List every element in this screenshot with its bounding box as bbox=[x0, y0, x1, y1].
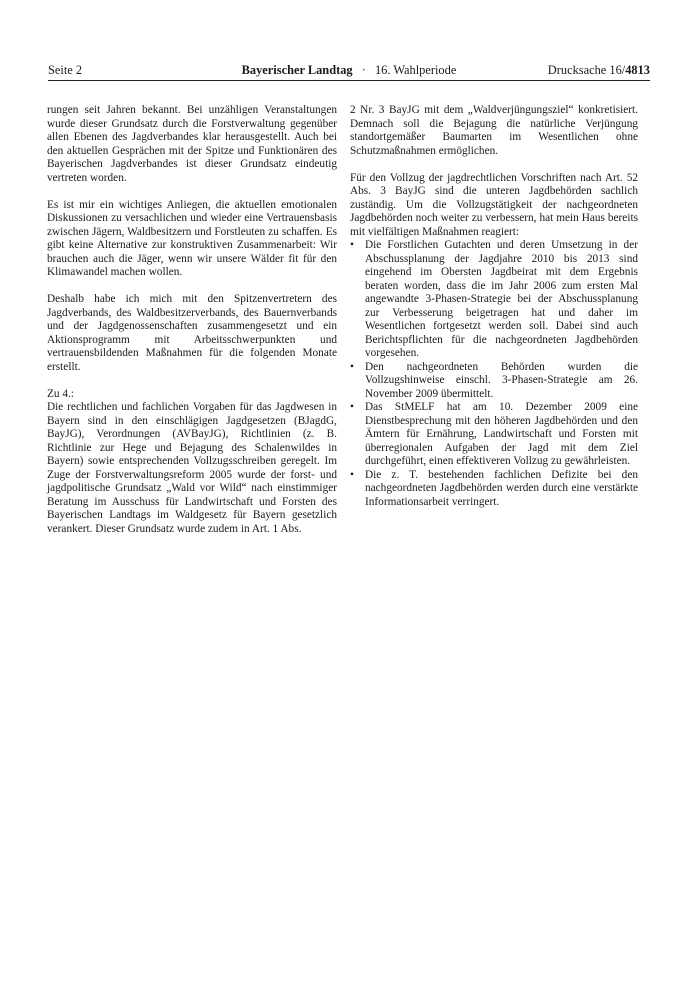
list-item-text: Die z. T. bestehenden fachlichen Defizite bei den nachgeordneten Jagdbehörden werden durch eine verstärkte Informationsarbeit verringert. bbox=[365, 468, 638, 508]
paragraph: Für den Vollzug der jagdrechtlichen Vorschriften nach Art. 52 Abs. 3 BayJG sind die unteren Jagdbehörden sachlich zuständig. Um die Vollzugstätigkeit der nachgeordneten Jagdbehörden noch weiter zu verbessern, hat mein Haus bereits mit vielfältigen Maßnahmen reagiert: bbox=[350, 171, 638, 238]
paragraph: Die rechtlichen und fachlichen Vorgaben für das Jagdwesen in Bayern sind in den einschlägigen Jagdgesetzen (BJagdG, BayJG), Verordnungen (AVBayJG), Richtlinien (z. B. Richtlinie zur Hege und Bejagung des Schalenwildes in Bayern) sowie entsprechenden Vollzugsschreiben geregelt. Im Zuge der Forstverwaltungsreform 2005 wurde der forst- und jagdpolitische Grundsatz „Wald vor Wild“ nach einstimmiger Beratung im Ausschuss für Landwirtschaft und Forsten des Bayerischen Landtags im Waldgesetz für Bayern gesetzlich verankert. Dieser Grundsatz wurde zudem in Art. 1 Abs. bbox=[47, 401, 337, 535]
list-item bbox=[350, 239, 638, 361]
list-item-text: Den nachgeordneten Behörden wurden die Vollzugshinweise einschl. 3-Phasen-Strategie am 26. November 2009 übermittelt. bbox=[365, 360, 638, 400]
section-heading: Zu 4.: bbox=[47, 387, 74, 400]
document-reference bbox=[548, 63, 650, 77]
paragraph: Es ist mir ein wichtiges Anliegen, die aktuellen emotionalen Diskussionen zu versachlichen und wieder eine Vertrauensbasis zwischen Jägern, Waldbesitzern und Forstleuten zu schaffen. Es gibt keine Alternative zur konstruktiven Zusammenarbeit: Wir brauchen auch die Jäger, wenn wir unsere Wälder fit für den Klimawandel machen wollen. bbox=[47, 198, 337, 278]
left-column bbox=[47, 104, 337, 550]
legislative-period: 16. Wahlperiode bbox=[374, 63, 457, 77]
page-number: Seite 2 bbox=[48, 63, 83, 77]
right-column bbox=[350, 104, 638, 509]
list-item-text: Das StMELF hat am 10. Dezember 2009 eine Dienstbesprechung mit den höheren Jagdbehörden und den Ämtern für Ernährung, Landwirtschaft und Forsten mit überregionalen Aufgaben der Jagd mit dem Ziel durchgeführt, einen effektiveren Vollzug zu gewährleisten. bbox=[365, 401, 638, 467]
bullet-icon: • bbox=[350, 468, 354, 481]
list-item bbox=[350, 401, 638, 469]
document-number: 4813 bbox=[625, 63, 650, 77]
bullet-icon: • bbox=[350, 239, 354, 251]
header-rule bbox=[48, 80, 650, 81]
parliament-name: Bayerischer Landtag bbox=[241, 63, 353, 77]
paragraph: 2 Nr. 3 BayJG mit dem „Waldverjüngungsziel“ konkretisiert. Demnach soll die Bejagung die natürliche Verjüngung standortgemäßer Baumarten im Wesentlichen ohne Schutzmaßnahmen ermöglichen. bbox=[350, 104, 638, 157]
list-item bbox=[350, 469, 638, 510]
paragraph: Deshalb habe ich mich mit den Spitzenvertretern des Jagdverbands, des Waldbesitzerverbands, des Bauernverbands und der Jagdgenossenschaften zusammengesetzt und ein Aktionsprogramm mit Arbeitsschwerpunkten und vertrauensbildenden Maßnahmen für die folgenden Monate erstellt. bbox=[47, 293, 337, 373]
list-item-text: Die Forstlichen Gutachten und deren Umsetzung in der Abschussplanung der Jagdjahre 2010 bis 2013 sind eingehend im Obersten Jagdbeirat mit dem Ergebnis beraten worden, dass die im Jahr 2006 zum ersten Mal angewandte 3-Phasen-Strategie bei der Abschussplanung zur Verbesserung beigetragen hat und daher im Wesentlichen fortgesetzt werden soll. Dabei sind auch Berichtspflichten für die nachgeordneten Jagdbehörden vorgesehen. bbox=[365, 239, 638, 359]
bullet-list bbox=[350, 239, 638, 509]
paragraph: rungen seit Jahren bekannt. Bei unzähligen Veranstaltungen wurde dieser Grundsatz durch die Forstverwaltung gegenüber allen Ebenen des Jagdverbandes klar herausgestellt. Auch bei den aktuellen Gesprächen mit der Spitze und Funktionären des Bayerischen Jagdverbandes ist dieser Grundsatz eindeutig vertreten worden. bbox=[47, 104, 337, 184]
bullet-icon: • bbox=[350, 401, 354, 413]
header-separator: · bbox=[361, 63, 366, 77]
list-item bbox=[350, 361, 638, 402]
bullet-icon: • bbox=[350, 360, 354, 373]
document-prefix: Drucksache 16/ bbox=[547, 63, 626, 77]
